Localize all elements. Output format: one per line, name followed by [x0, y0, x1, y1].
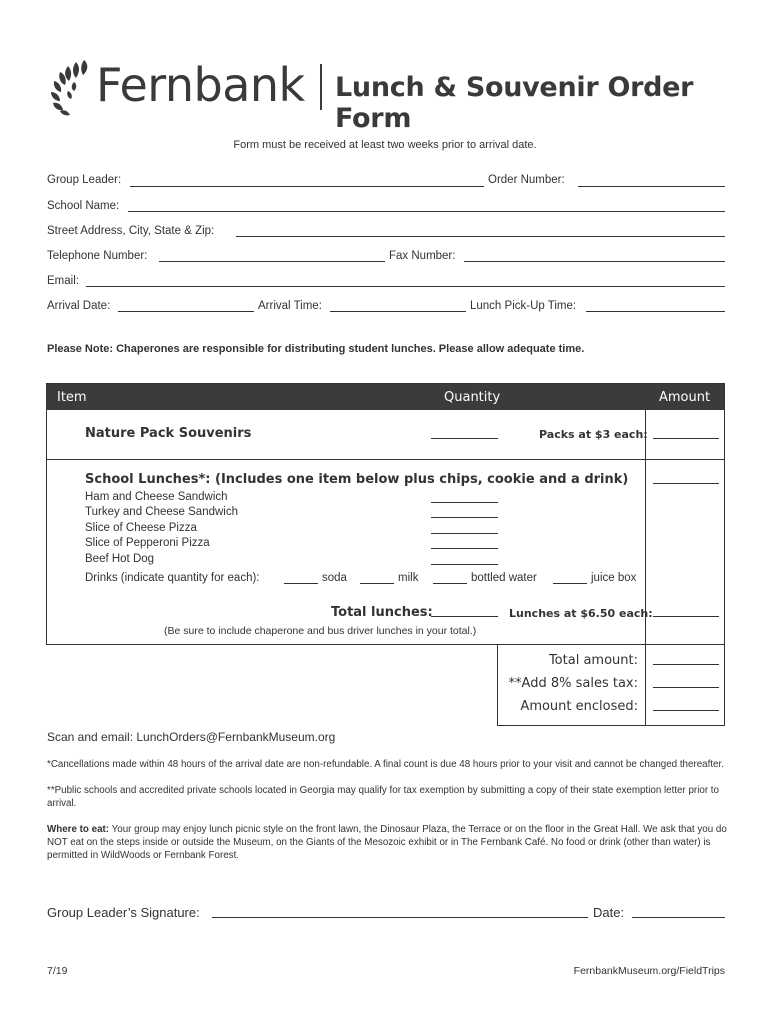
lunch-item: Slice of Cheese Pizza	[85, 522, 197, 534]
col-amount: Amount	[659, 390, 711, 405]
totals-column-divider	[645, 645, 646, 725]
order-number-field[interactable]	[578, 186, 725, 187]
lunches-price-label: Lunches at $6.50 each:	[509, 607, 653, 620]
tax-exemption-footnote: **Public schools and accredited private schools located in Georgia may qualify for tax exemption by submitting a copy of their state exemption letter prior to arrival.	[47, 785, 719, 809]
row-divider	[47, 459, 724, 460]
pickup-time-field[interactable]	[586, 311, 725, 312]
email-field[interactable]	[86, 286, 725, 287]
order-table	[46, 383, 725, 645]
drink-option: soda	[322, 572, 347, 584]
col-item: Item	[57, 390, 87, 405]
fax-label: Fax Number:	[389, 250, 456, 262]
email-label: Email:	[47, 275, 79, 287]
amount-enclosed-field[interactable]	[653, 710, 719, 711]
hot-dog-quantity-field[interactable]	[431, 564, 498, 565]
amount-enclosed-label: Amount enclosed:	[520, 699, 638, 714]
ham-cheese-quantity-field[interactable]	[431, 502, 498, 503]
school-name-field[interactable]	[128, 211, 725, 212]
deadline-notice: Form must be received at least two weeks prior to arrival date.	[233, 139, 537, 151]
drink-option: juice box	[591, 572, 637, 584]
arrival-date-label: Arrival Date:	[47, 300, 111, 312]
brand-name: Fernbank	[96, 58, 305, 112]
street-address-label: Street Address, City, State & Zip:	[47, 225, 215, 237]
fax-field[interactable]	[464, 261, 725, 262]
logo-divider	[320, 64, 322, 110]
total-lunches-quantity-field[interactable]	[431, 616, 498, 617]
drink-option: milk	[398, 572, 419, 584]
chaperone-note: Please Note: Chaperones are responsible for distributing student lunches. Please allow adequate time.	[47, 343, 585, 355]
signature-label: Group Leader’s Signature:	[47, 905, 200, 920]
col-quantity: Quantity	[444, 390, 501, 405]
where-to-eat-paragraph	[47, 823, 727, 862]
sales-tax-label: **Add 8% sales tax:	[508, 676, 638, 691]
sales-tax-field[interactable]	[653, 687, 719, 688]
arrival-time-field[interactable]	[330, 311, 466, 312]
footer-url: FernbankMuseum.org/FieldTrips	[573, 965, 725, 977]
drinks-label: Drinks (indicate quantity for each):	[85, 572, 260, 584]
school-lunches-label: School Lunches*: (Includes one item below plus chips, cookie and a drink)	[85, 472, 629, 487]
nature-pack-label: Nature Pack Souvenirs	[85, 426, 252, 441]
totals-box	[497, 645, 725, 726]
total-lunches-label: Total lunches:	[331, 605, 433, 620]
total-amount-field[interactable]	[653, 664, 719, 665]
page-title: Lunch & Souvenir Order Form	[335, 72, 694, 134]
group-leader-field[interactable]	[130, 186, 484, 187]
lunch-item: Turkey and Cheese Sandwich	[85, 506, 238, 518]
total-amount-label: Total amount:	[548, 653, 638, 668]
scan-email-text: Scan and email: LunchOrders@FernbankMuseum.org	[47, 730, 336, 744]
water-quantity-field[interactable]	[433, 583, 467, 584]
where-to-eat-text: Your group may enjoy lunch picnic style on the front lawn, the Dinosaur Plaza, the Terrace or on the floor in the Great Hall. We ask that you do NOT eat on the steps inside or outside the Museum, on the Giants of the Mesozoic exhibit or in The Fernbank Café. No food or drink (other than water) is permitted in WildWoods or Fernbank Forest.	[47, 824, 727, 861]
school-lunches-amount-field[interactable]	[653, 483, 719, 484]
school-name-label: School Name:	[47, 200, 120, 212]
soda-quantity-field[interactable]	[284, 583, 318, 584]
telephone-field[interactable]	[159, 261, 385, 262]
pepperoni-pizza-quantity-field[interactable]	[431, 548, 498, 549]
arrival-date-field[interactable]	[118, 311, 254, 312]
juice-quantity-field[interactable]	[553, 583, 587, 584]
milk-quantity-field[interactable]	[360, 583, 394, 584]
street-address-field[interactable]	[236, 236, 725, 237]
drink-option: bottled water	[471, 572, 537, 584]
telephone-label: Telephone Number:	[47, 250, 148, 262]
turkey-cheese-quantity-field[interactable]	[431, 517, 498, 518]
table-header	[47, 384, 724, 410]
lunch-item: Ham and Cheese Sandwich	[85, 491, 228, 503]
group-leader-label: Group Leader:	[47, 174, 122, 186]
order-number-label: Order Number:	[488, 174, 565, 186]
arrival-time-label: Arrival Time:	[258, 300, 322, 312]
form-version: 7/19	[47, 965, 68, 977]
lunch-item: Slice of Pepperoni Pizza	[85, 537, 210, 549]
nature-pack-amount-field[interactable]	[653, 438, 719, 439]
fern-logo-icon	[46, 58, 98, 116]
cancellation-footnote: *Cancellations made within 48 hours of the arrival date are non-refundable. A final count is due 48 hours prior to your visit and cannot be changed thereafter.	[47, 759, 724, 770]
lunches-amount-field[interactable]	[653, 616, 719, 617]
packs-price-label: Packs at $3 each:	[539, 428, 648, 441]
date-field[interactable]	[632, 917, 725, 918]
date-label: Date:	[593, 905, 625, 920]
nature-pack-quantity-field[interactable]	[431, 438, 498, 439]
pickup-time-label: Lunch Pick-Up Time:	[470, 300, 577, 312]
cheese-pizza-quantity-field[interactable]	[431, 533, 498, 534]
lunch-item: Beef Hot Dog	[85, 553, 155, 565]
chaperone-lunch-note: (Be sure to include chaperone and bus driver lunches in your total.)	[164, 625, 477, 637]
where-to-eat-label: Where to eat:	[47, 824, 110, 835]
signature-field[interactable]	[212, 917, 588, 918]
